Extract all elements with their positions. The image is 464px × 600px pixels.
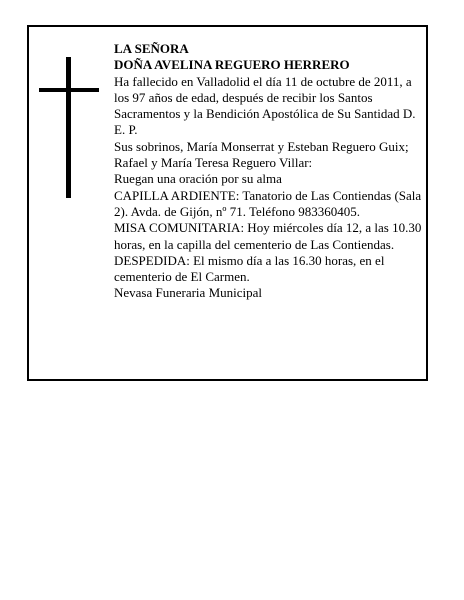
- family-members: Sus sobrinos, María Monserrat y Esteban Reguero Guix; Rafael y María Teresa Reguero Villar:: [114, 138, 409, 171]
- farewell-info: DESPEDIDA: El mismo día a las 16.30 horas, en el cementerio de El Carmen.: [114, 252, 385, 285]
- notice-title-name: DOÑA AVELINA REGUERO HERRERO: [114, 57, 350, 73]
- cross-horizontal-bar: [39, 88, 99, 92]
- death-announcement: Ha fallecido en Valladolid el día 11 de octubre de 2011, a los 97 años de edad, después de recibir los Santos Sacramentos y la Bendición Apostólica de Su Santidad D. E. P.: [114, 73, 416, 138]
- notice-title-line1: LA SEÑORA: [114, 41, 189, 56]
- notice-body: [114, 41, 426, 302]
- cross-vertical-bar: [66, 57, 71, 198]
- chapel-info: CAPILLA ARDIENTE: Tanatorio de Las Contiendas (Sala 2). Avda. de Gijón, nº 71. Teléfono 983360405.: [114, 187, 422, 219]
- prayer-request: Ruegan una oración por su alma: [114, 171, 282, 187]
- obituary-notice: [27, 25, 428, 381]
- cross-icon: [39, 57, 99, 198]
- mass-info: MISA COMUNITARIA: Hoy miércoles día 12, a las 10.30 horas, en la capilla del cementerio de Las Contiendas.: [114, 220, 422, 252]
- funeral-home: Nevasa Funeraria Municipal: [114, 285, 263, 301]
